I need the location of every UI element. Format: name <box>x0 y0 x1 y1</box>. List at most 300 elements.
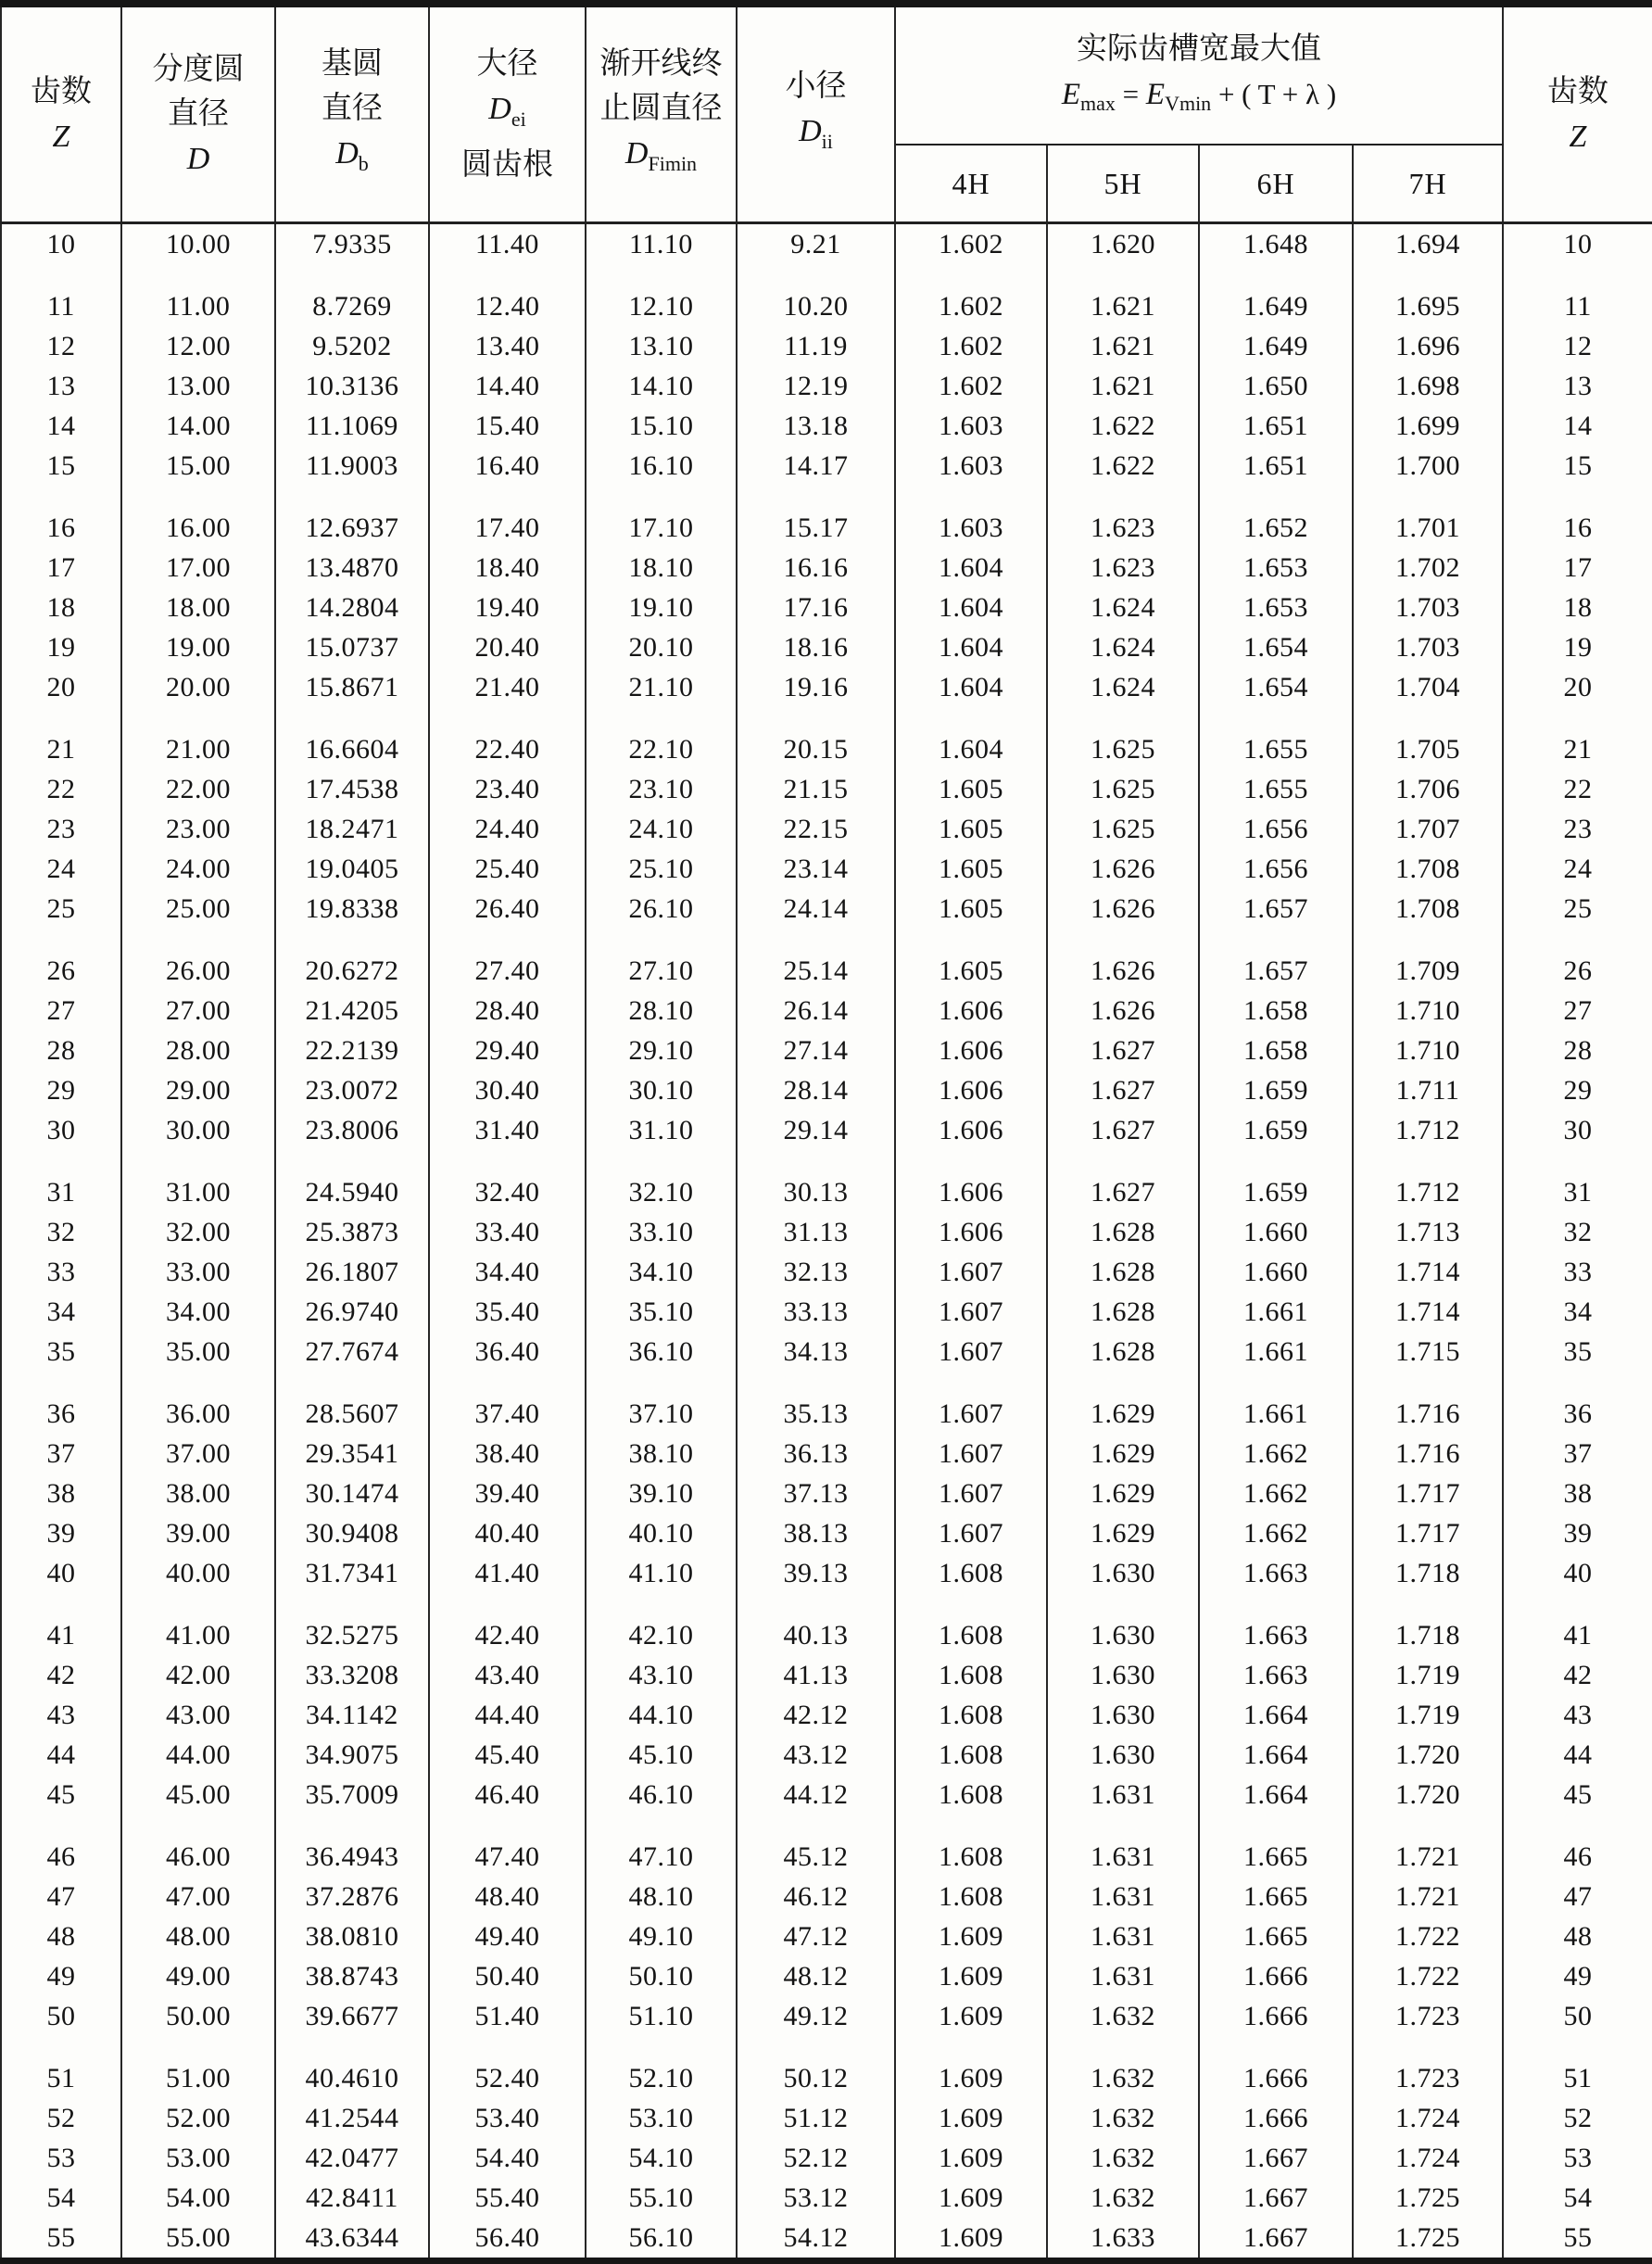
cell: 37 <box>1 1434 121 1473</box>
cell: 1.708 <box>1353 889 1503 929</box>
cell: 40 <box>1 1553 121 1593</box>
cell: 1.630 <box>1047 1655 1199 1695</box>
cell: 49.10 <box>586 1916 737 1956</box>
cell: 36.4943 <box>275 1837 429 1877</box>
header-minor-symbol: D <box>799 114 822 149</box>
cell: 48 <box>1503 1916 1652 1956</box>
cell: 1.716 <box>1353 1394 1503 1434</box>
cell: 31.13 <box>737 1212 895 1252</box>
cell: 1.632 <box>1047 2138 1199 2178</box>
cell: 23.40 <box>429 769 586 809</box>
cell: 1.624 <box>1047 667 1199 707</box>
cell: 21 <box>1503 729 1652 769</box>
cell: 13.10 <box>586 326 737 366</box>
spacer-cell <box>737 264 895 286</box>
cell: 1.625 <box>1047 809 1199 849</box>
cell: 18.2471 <box>275 809 429 849</box>
cell: 1.656 <box>1199 809 1353 849</box>
cell: 1.632 <box>1047 2178 1199 2218</box>
cell: 1.651 <box>1199 446 1353 486</box>
cell: 47.40 <box>429 1837 586 1877</box>
spacer-cell <box>275 1150 429 1172</box>
cell: 1.666 <box>1199 2058 1353 2098</box>
cell: 1.666 <box>1199 2098 1353 2138</box>
cell: 1.605 <box>895 951 1047 991</box>
cell: 1.608 <box>895 1837 1047 1877</box>
cell: 17.16 <box>737 588 895 627</box>
cell: 15 <box>1 446 121 486</box>
cell: 1.721 <box>1353 1877 1503 1916</box>
cell: 1.718 <box>1353 1615 1503 1655</box>
cell: 1.719 <box>1353 1695 1503 1735</box>
table-row <box>1 1877 1652 1916</box>
cell: 26.00 <box>121 951 275 991</box>
cell: 14.40 <box>429 366 586 406</box>
cell: 1.706 <box>1353 769 1503 809</box>
cell: 1.650 <box>1199 366 1353 406</box>
spacer-cell <box>895 1593 1047 1615</box>
cell: 1.608 <box>895 1615 1047 1655</box>
cell: 50.12 <box>737 2058 895 2098</box>
cell: 35.40 <box>429 1292 586 1332</box>
cell: 37.00 <box>121 1434 275 1473</box>
spacer-cell <box>1199 707 1353 729</box>
group-spacer-row <box>1 2036 1652 2058</box>
cell: 32.5275 <box>275 1615 429 1655</box>
cell: 1.629 <box>1047 1434 1199 1473</box>
cell: 1.710 <box>1353 1031 1503 1070</box>
cell: 25 <box>1503 889 1652 929</box>
cell: 1.627 <box>1047 1070 1199 1110</box>
cell: 56.40 <box>429 2218 586 2261</box>
cell: 49.00 <box>121 1956 275 1996</box>
cell: 12.6937 <box>275 508 429 548</box>
cell: 26.10 <box>586 889 737 929</box>
cell: 34.1142 <box>275 1695 429 1735</box>
cell: 38.00 <box>121 1473 275 1513</box>
cell: 45 <box>1503 1775 1652 1815</box>
cell: 1.664 <box>1199 1695 1353 1735</box>
cell: 13.40 <box>429 326 586 366</box>
cell: 1.620 <box>1047 223 1199 265</box>
cell: 46.00 <box>121 1837 275 1877</box>
table-row <box>1 1434 1652 1473</box>
cell: 25.40 <box>429 849 586 889</box>
table-row <box>1 2098 1652 2138</box>
cell: 1.654 <box>1199 667 1353 707</box>
spacer-cell <box>895 2036 1047 2058</box>
cell: 40.4610 <box>275 2058 429 2098</box>
cell: 1.712 <box>1353 1110 1503 1150</box>
cell: 1.631 <box>1047 1837 1199 1877</box>
header-slot-width-formula: $E_{max} = E_{Vmin}$ + ( T + λ ) <box>1061 78 1337 116</box>
cell: 36.13 <box>737 1434 895 1473</box>
header-teeth-left-label: 齿数 <box>31 74 92 108</box>
cell: 29 <box>1 1070 121 1110</box>
cell: 36.40 <box>429 1332 586 1372</box>
cell: 1.661 <box>1199 1292 1353 1332</box>
table-row <box>1 627 1652 667</box>
spacer-cell <box>737 1815 895 1837</box>
cell: 1.626 <box>1047 849 1199 889</box>
cell: 1.714 <box>1353 1252 1503 1292</box>
cell: 38.0810 <box>275 1916 429 1956</box>
cell: 22.2139 <box>275 1031 429 1070</box>
cell: 29 <box>1503 1070 1652 1110</box>
cell: 42 <box>1 1655 121 1695</box>
cell: 48 <box>1 1916 121 1956</box>
spacer-cell <box>275 1593 429 1615</box>
spacer-cell <box>275 707 429 729</box>
cell: 20 <box>1 667 121 707</box>
spacer-cell <box>1199 1372 1353 1394</box>
cell: 1.604 <box>895 588 1047 627</box>
spacer-cell <box>121 1150 275 1172</box>
cell: 28.10 <box>586 991 737 1031</box>
cell: 24 <box>1503 849 1652 889</box>
table-row <box>1 2218 1652 2261</box>
cell: 53.10 <box>586 2098 737 2138</box>
cell: 53.00 <box>121 2138 275 2178</box>
spacer-cell <box>737 1150 895 1172</box>
table-row <box>1 729 1652 769</box>
cell: 1.721 <box>1353 1837 1503 1877</box>
cell: 11.00 <box>121 286 275 326</box>
cell: 1.631 <box>1047 1956 1199 1996</box>
cell: 16.6604 <box>275 729 429 769</box>
cell: 1.694 <box>1353 223 1503 265</box>
cell: 29.00 <box>121 1070 275 1110</box>
table-row <box>1 1956 1652 1996</box>
cell: 1.631 <box>1047 1775 1199 1815</box>
cell: 1.628 <box>1047 1332 1199 1372</box>
cell: 32.40 <box>429 1172 586 1212</box>
cell: 45.10 <box>586 1735 737 1775</box>
cell: 38.13 <box>737 1513 895 1553</box>
cell: 23.10 <box>586 769 737 809</box>
spacer-cell <box>1 1593 121 1615</box>
cell: 26.9740 <box>275 1292 429 1332</box>
cell: 44.12 <box>737 1775 895 1815</box>
header-involute-diameter: 渐开线终 止圆直径 $D_{Fimin}$ <box>586 4 737 223</box>
cell: 1.656 <box>1199 849 1353 889</box>
cell: 1.633 <box>1047 2218 1199 2261</box>
cell: 17.10 <box>586 508 737 548</box>
cell: 33.3208 <box>275 1655 429 1695</box>
cell: 1.658 <box>1199 1031 1353 1070</box>
cell: 42.8411 <box>275 2178 429 2218</box>
header-teeth-right-label: 齿数 <box>1547 74 1608 108</box>
cell: 38.40 <box>429 1434 586 1473</box>
cell: 14.00 <box>121 406 275 446</box>
cell: 1.606 <box>895 1110 1047 1150</box>
cell: 1.655 <box>1199 769 1353 809</box>
cell: 39 <box>1503 1513 1652 1553</box>
cell: 1.725 <box>1353 2218 1503 2261</box>
cell: 40.00 <box>121 1553 275 1593</box>
cell: 30.1474 <box>275 1473 429 1513</box>
cell: 1.631 <box>1047 1916 1199 1956</box>
spacer-cell <box>895 1372 1047 1394</box>
cell: 47.00 <box>121 1877 275 1916</box>
cell: 42.12 <box>737 1695 895 1735</box>
cell: 42.40 <box>429 1615 586 1655</box>
cell: 1.666 <box>1199 1996 1353 2036</box>
table-row <box>1 1212 1652 1252</box>
spacer-cell <box>1 486 121 508</box>
spacer-cell <box>1353 2036 1503 2058</box>
cell: 34.9075 <box>275 1735 429 1775</box>
group-spacer-row <box>1 264 1652 286</box>
cell: 39.40 <box>429 1473 586 1513</box>
table-row <box>1 1916 1652 1956</box>
spacer-cell <box>895 707 1047 729</box>
cell: 1.667 <box>1199 2138 1353 2178</box>
cell: 43.12 <box>737 1735 895 1775</box>
cell: 1.622 <box>1047 406 1199 446</box>
cell: 15.00 <box>121 446 275 486</box>
cell: 1.621 <box>1047 286 1199 326</box>
cell: 40.13 <box>737 1615 895 1655</box>
header-grade-5h: 5H <box>1047 145 1199 223</box>
cell: 10.3136 <box>275 366 429 406</box>
spacer-cell <box>275 264 429 286</box>
cell: 1.603 <box>895 406 1047 446</box>
cell: 41.10 <box>586 1553 737 1593</box>
cell: 45.40 <box>429 1735 586 1775</box>
spacer-cell <box>121 264 275 286</box>
cell: 46 <box>1503 1837 1652 1877</box>
cell: 28.00 <box>121 1031 275 1070</box>
cell: 35.10 <box>586 1292 737 1332</box>
cell: 1.667 <box>1199 2218 1353 2261</box>
cell: 1.605 <box>895 769 1047 809</box>
spacer-cell <box>1199 486 1353 508</box>
cell: 48.40 <box>429 1877 586 1916</box>
spacer-cell <box>1047 1815 1199 1837</box>
cell: 12.10 <box>586 286 737 326</box>
cell: 39.00 <box>121 1513 275 1553</box>
table-row <box>1 223 1652 265</box>
table-row <box>1 1837 1652 1877</box>
table-row <box>1 548 1652 588</box>
cell: 1.664 <box>1199 1775 1353 1815</box>
cell: 16.10 <box>586 446 737 486</box>
cell: 33 <box>1 1252 121 1292</box>
cell: 1.651 <box>1199 406 1353 446</box>
cell: 1.709 <box>1353 951 1503 991</box>
cell: 17.40 <box>429 508 586 548</box>
cell: 14 <box>1503 406 1652 446</box>
cell: 1.700 <box>1353 446 1503 486</box>
spacer-cell <box>737 486 895 508</box>
cell: 15.8671 <box>275 667 429 707</box>
spacer-cell <box>586 264 737 286</box>
cell: 40.10 <box>586 1513 737 1553</box>
cell: 15.40 <box>429 406 586 446</box>
table-row <box>1 2138 1652 2178</box>
cell: 40.40 <box>429 1513 586 1553</box>
cell: 1.607 <box>895 1332 1047 1372</box>
spacer-cell <box>586 1372 737 1394</box>
spacer-cell <box>737 1372 895 1394</box>
header-major-symbol: D <box>488 92 511 127</box>
group-spacer-row <box>1 1372 1652 1394</box>
cell: 1.711 <box>1353 1070 1503 1110</box>
cell: 45.12 <box>737 1837 895 1877</box>
cell: 42.10 <box>586 1615 737 1655</box>
cell: 30.10 <box>586 1070 737 1110</box>
cell: 1.724 <box>1353 2138 1503 2178</box>
cell: 11.19 <box>737 326 895 366</box>
cell: 1.665 <box>1199 1877 1353 1916</box>
cell: 29.10 <box>586 1031 737 1070</box>
spacer-cell <box>1353 264 1503 286</box>
table-row <box>1 1695 1652 1735</box>
cell: 1.714 <box>1353 1292 1503 1332</box>
cell: 33.10 <box>586 1212 737 1252</box>
cell: 1.628 <box>1047 1252 1199 1292</box>
cell: 1.626 <box>1047 951 1199 991</box>
spacer-cell <box>1 929 121 951</box>
cell: 43.10 <box>586 1655 737 1695</box>
cell: 53 <box>1 2138 121 2178</box>
cell: 1.606 <box>895 1031 1047 1070</box>
cell: 1.722 <box>1353 1956 1503 1996</box>
spacer-cell <box>1 1372 121 1394</box>
cell: 31.40 <box>429 1110 586 1150</box>
cell: 32.13 <box>737 1252 895 1292</box>
spacer-cell <box>586 1150 737 1172</box>
cell: 24.14 <box>737 889 895 929</box>
cell: 34.10 <box>586 1252 737 1292</box>
cell: 8.7269 <box>275 286 429 326</box>
table-row <box>1 508 1652 548</box>
spacer-cell <box>275 2036 429 2058</box>
cell: 1.609 <box>895 1996 1047 2036</box>
cell: 14.2804 <box>275 588 429 627</box>
cell: 20.10 <box>586 627 737 667</box>
cell: 19.10 <box>586 588 737 627</box>
cell: 1.609 <box>895 2178 1047 2218</box>
cell: 1.701 <box>1353 508 1503 548</box>
spacer-cell <box>1 1150 121 1172</box>
spacer-cell <box>429 1593 586 1615</box>
cell: 1.660 <box>1199 1212 1353 1252</box>
cell: 1.628 <box>1047 1292 1199 1332</box>
cell: 1.607 <box>895 1434 1047 1473</box>
group-spacer-row <box>1 707 1652 729</box>
cell: 11 <box>1 286 121 326</box>
cell: 35 <box>1 1332 121 1372</box>
spacer-cell <box>1353 1150 1503 1172</box>
cell: 46.10 <box>586 1775 737 1815</box>
cell: 53.40 <box>429 2098 586 2138</box>
cell: 1.665 <box>1199 1916 1353 1956</box>
cell: 37.13 <box>737 1473 895 1513</box>
cell: 1.607 <box>895 1473 1047 1513</box>
cell: 17.00 <box>121 548 275 588</box>
cell: 19.16 <box>737 667 895 707</box>
spacer-cell <box>1503 929 1652 951</box>
cell: 39.10 <box>586 1473 737 1513</box>
cell: 1.609 <box>895 2138 1047 2178</box>
cell: 44 <box>1503 1735 1652 1775</box>
cell: 1.630 <box>1047 1735 1199 1775</box>
cell: 1.660 <box>1199 1252 1353 1292</box>
spacer-cell <box>1199 2036 1353 2058</box>
cell: 52 <box>1 2098 121 2138</box>
cell: 41 <box>1 1615 121 1655</box>
cell: 1.657 <box>1199 889 1353 929</box>
cell: 26.14 <box>737 991 895 1031</box>
cell: 27 <box>1 991 121 1031</box>
cell: 1.604 <box>895 667 1047 707</box>
header-teeth-right-symbol: Z <box>1569 119 1587 154</box>
header-grade-4h: 4H <box>895 145 1047 223</box>
cell: 26 <box>1 951 121 991</box>
table-row <box>1 889 1652 929</box>
spacer-cell <box>1503 486 1652 508</box>
cell: 54 <box>1 2178 121 2218</box>
spacer-cell <box>1353 929 1503 951</box>
spacer-cell <box>1199 264 1353 286</box>
table-row <box>1 1775 1652 1815</box>
cell: 17 <box>1503 548 1652 588</box>
cell: 13.4870 <box>275 548 429 588</box>
cell: 1.626 <box>1047 889 1199 929</box>
cell: 11.10 <box>586 223 737 265</box>
cell: 31.7341 <box>275 1553 429 1593</box>
spacer-cell <box>895 264 1047 286</box>
cell: 1.627 <box>1047 1172 1199 1212</box>
cell: 24 <box>1 849 121 889</box>
cell: 52.40 <box>429 2058 586 2098</box>
cell: 10.00 <box>121 223 275 265</box>
spacer-cell <box>1199 929 1353 951</box>
cell: 1.661 <box>1199 1332 1353 1372</box>
cell: 43.00 <box>121 1695 275 1735</box>
spacer-cell <box>895 486 1047 508</box>
cell: 15.0737 <box>275 627 429 667</box>
cell: 22.40 <box>429 729 586 769</box>
table-row <box>1 2178 1652 2218</box>
cell: 32.00 <box>121 1212 275 1252</box>
cell: 52.00 <box>121 2098 275 2138</box>
cell: 11.9003 <box>275 446 429 486</box>
cell: 1.707 <box>1353 809 1503 849</box>
cell: 32 <box>1 1212 121 1252</box>
cell: 1.653 <box>1199 588 1353 627</box>
cell: 1.621 <box>1047 366 1199 406</box>
cell: 47 <box>1503 1877 1652 1916</box>
cell: 55 <box>1503 2218 1652 2261</box>
spacer-cell <box>586 707 737 729</box>
table-row <box>1 1513 1652 1553</box>
cell: 41 <box>1503 1615 1652 1655</box>
spacer-cell <box>1199 1815 1353 1837</box>
cell: 29.40 <box>429 1031 586 1070</box>
cell: 1.703 <box>1353 627 1503 667</box>
header-grade-7h: 7H <box>1353 145 1503 223</box>
cell: 11 <box>1503 286 1652 326</box>
spacer-cell <box>586 486 737 508</box>
cell: 47.10 <box>586 1837 737 1877</box>
cell: 36.10 <box>586 1332 737 1372</box>
spacer-cell <box>1047 1593 1199 1615</box>
cell: 1.603 <box>895 446 1047 486</box>
cell: 1.632 <box>1047 2058 1199 2098</box>
